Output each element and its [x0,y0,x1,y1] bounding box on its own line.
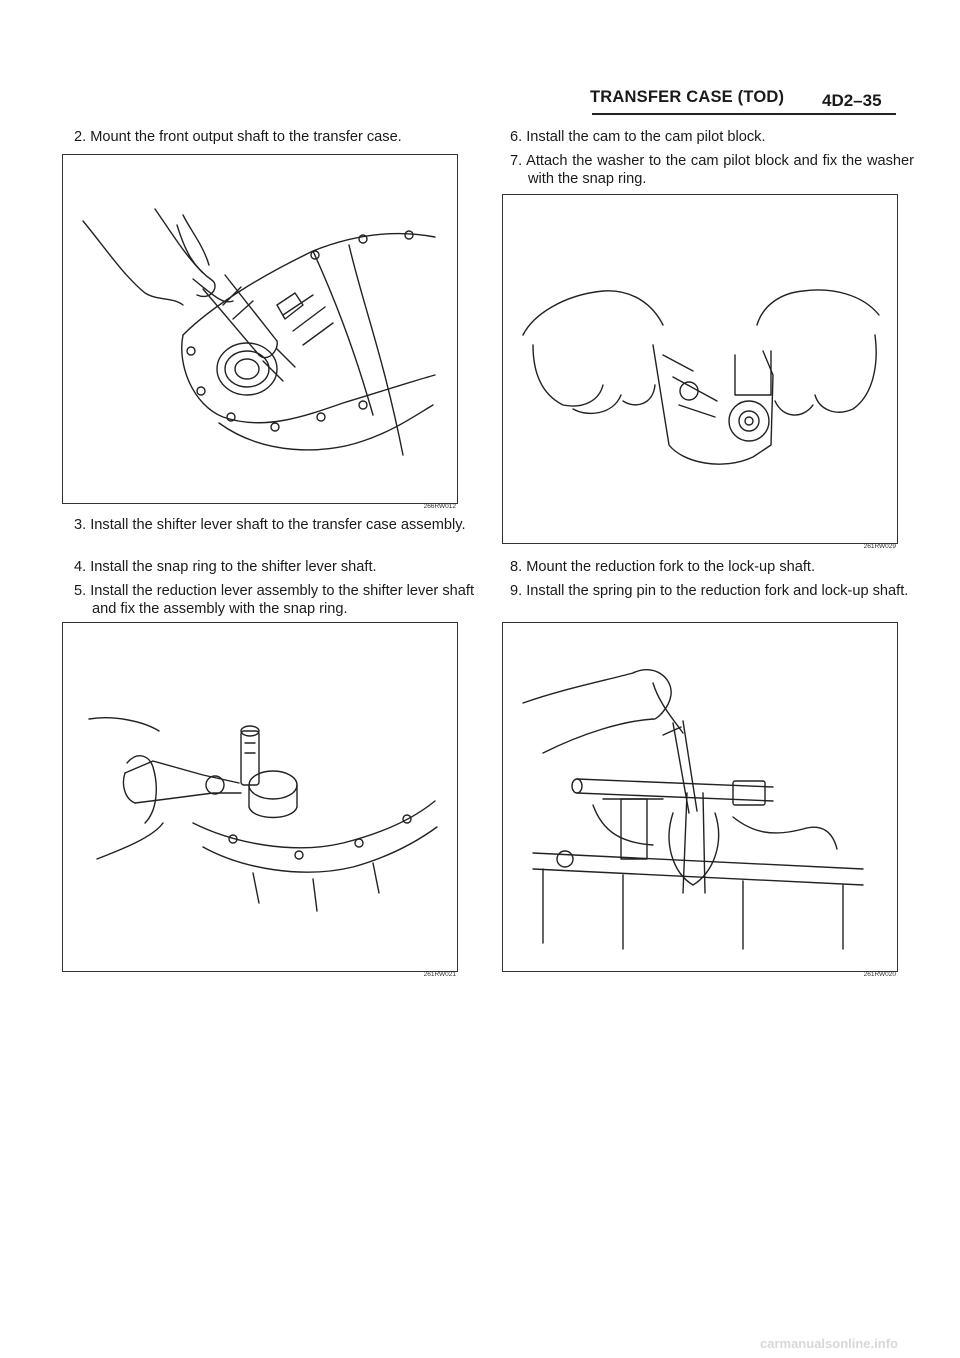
header-rule [592,113,896,115]
step-3-text: 3. Install the shifter lever shaft to the transfer case assembly. [74,517,466,533]
figure-4-code: 261RW020 [863,971,896,978]
figure-front-output-shaft [62,154,458,504]
page-number: 4D2–35 [822,91,882,110]
section-title: TRANSFER CASE (TOD) [590,88,785,106]
step-9-text: 9. Install the spring pin to the reduction fork and lock-up shaft. [510,583,909,599]
step-7-text: 7. Attach the washer to the cam pilot block and fix the washer with the snap ring. [510,153,914,187]
step-6-text: 6. Install the cam to the cam pilot block. [510,129,766,145]
figure-cam-pilot-block [502,194,898,544]
figure-1-code: 266RW012 [423,503,456,510]
step-5-text: 5. Install the reduction lever assembly to the shifter lever shaft and fix the assembly with the snap ring. [74,583,474,617]
figure-3-code: 261RW029 [863,543,896,550]
step-2-text: 2. Mount the front output shaft to the transfer case. [74,129,402,145]
watermark: carmanualsonline.info [760,1336,898,1351]
figure-2-code: 261RW021 [423,971,456,978]
step-8-text: 8. Mount the reduction fork to the lock-up shaft. [510,559,816,575]
figure-reduction-fork-spring-pin [502,622,898,972]
figure-reduction-lever-assembly [62,622,458,972]
step-4-text: 4. Install the snap ring to the shifter lever shaft. [74,559,377,575]
